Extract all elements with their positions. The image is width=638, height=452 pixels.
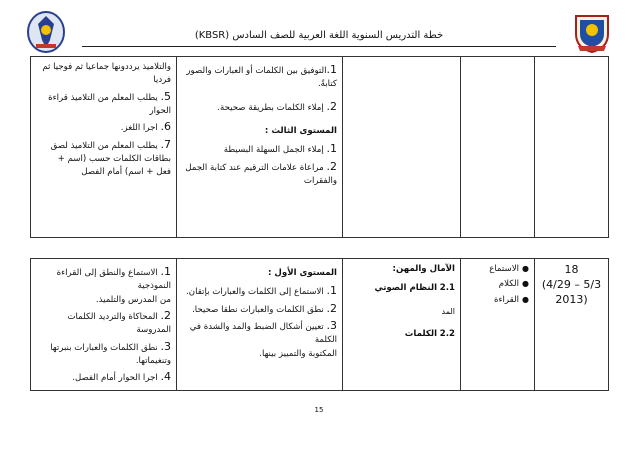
week-number: 18 bbox=[564, 263, 579, 276]
table-row bbox=[31, 259, 609, 391]
week-year: 2013) bbox=[555, 292, 588, 306]
activities-cell bbox=[31, 57, 177, 238]
standard-cell bbox=[343, 57, 461, 238]
activity-item-continued: بطاقات الكلمات حسب (اسم + bbox=[57, 153, 171, 164]
standard-heading: الآمال والمهن: bbox=[392, 264, 455, 274]
objective-item: 2. نطق الكلمات والعبارات نطقا صحيحا. bbox=[192, 301, 337, 315]
activity-item: 4. اجرا الحوار أمام الفصل. bbox=[72, 370, 171, 384]
objective-item: 2. إملاء الكلمات بطريقة صحيحة. bbox=[217, 99, 337, 113]
lesson-plan-table-continued bbox=[30, 56, 609, 238]
lesson-plan-table-week-18 bbox=[30, 258, 609, 391]
objective-item: 1.التوفيق بين الكلمات أو العبارات والصور bbox=[186, 63, 337, 76]
document-title: خطة التدريس السنوية اللغة العربية للصف السادس (KBSR) bbox=[194, 30, 444, 41]
activity-item: والتلاميذ يرددونها جماعيا ثم فوجيا ثم bbox=[42, 62, 171, 72]
objectives-cell bbox=[177, 57, 343, 238]
skill-cell bbox=[461, 259, 535, 391]
school-crest-logo bbox=[570, 10, 614, 54]
ministry-crest-logo bbox=[24, 10, 68, 54]
objective-item: 1. الاستماع إلى الكلمات والعبارات بإتقان. bbox=[186, 284, 337, 298]
activity-item: 2. المحاكاة والترديد الكلمات المدروسة bbox=[67, 308, 171, 336]
activities-cell bbox=[31, 259, 177, 391]
activity-item: 6. اجرا اللغز. bbox=[120, 120, 171, 134]
objective-item-continued: المكتوبة والتمييز بينها. bbox=[259, 348, 337, 359]
table-row bbox=[31, 57, 609, 238]
objective-item-continued: والفقرات bbox=[303, 175, 337, 186]
objectives-cell bbox=[177, 259, 343, 391]
standard-item: 2.1 النظام الصوتي bbox=[374, 283, 455, 294]
skills-list bbox=[466, 263, 529, 307]
level-heading: المستوى الثالث : bbox=[264, 125, 337, 136]
standard-cell bbox=[343, 259, 461, 391]
activity-item: 7. يطلب المعلم من التلاميذ لصق bbox=[50, 137, 171, 151]
skill-item: ● الكلام bbox=[466, 278, 529, 291]
activity-item: 5. يطلب المعلم من التلاميذ قراءة الحوار bbox=[48, 89, 171, 116]
week-cell bbox=[535, 57, 609, 238]
week-date-range: (4/29 – 5/3 bbox=[541, 277, 602, 291]
skill-item: ● القراءة bbox=[466, 294, 529, 307]
page-number: 15 bbox=[314, 406, 324, 414]
objective-item: 1. إملاء الجمل السهلة البسيطة bbox=[223, 142, 337, 156]
activity-item-continued: فرديا bbox=[153, 75, 171, 86]
activity-item: 3. نطق الكلمات والعبارات بنبرتها bbox=[50, 339, 171, 353]
activity-item-continued: وتنغيماتها. bbox=[135, 355, 171, 366]
activity-item: 1. الاستماع والنطق إلى القراءة النموذجية bbox=[56, 265, 171, 292]
level-heading: المستوى الأول : bbox=[267, 268, 337, 278]
week-cell bbox=[535, 259, 609, 391]
objective-item-continued: كتابةً. bbox=[317, 79, 337, 90]
objective-item: 2. مراعاة علامات الترقيم عند كتابة الجمل bbox=[185, 159, 337, 173]
header-divider bbox=[82, 46, 556, 47]
objective-item: 3. تعيين أشكال الضبط والمد والشدة في الكلمة bbox=[189, 318, 337, 346]
standard-note: المد bbox=[441, 306, 455, 316]
standard-item: 2.2 الكلمات bbox=[404, 329, 455, 340]
activity-item-continued: فعل + اسم) أمام الفصل bbox=[81, 167, 171, 178]
skill-cell bbox=[461, 57, 535, 238]
page-header bbox=[24, 10, 614, 54]
activity-item-continued: من المدرس والتلميذ. bbox=[95, 294, 171, 305]
skill-item: ● الاستماع bbox=[466, 263, 529, 276]
